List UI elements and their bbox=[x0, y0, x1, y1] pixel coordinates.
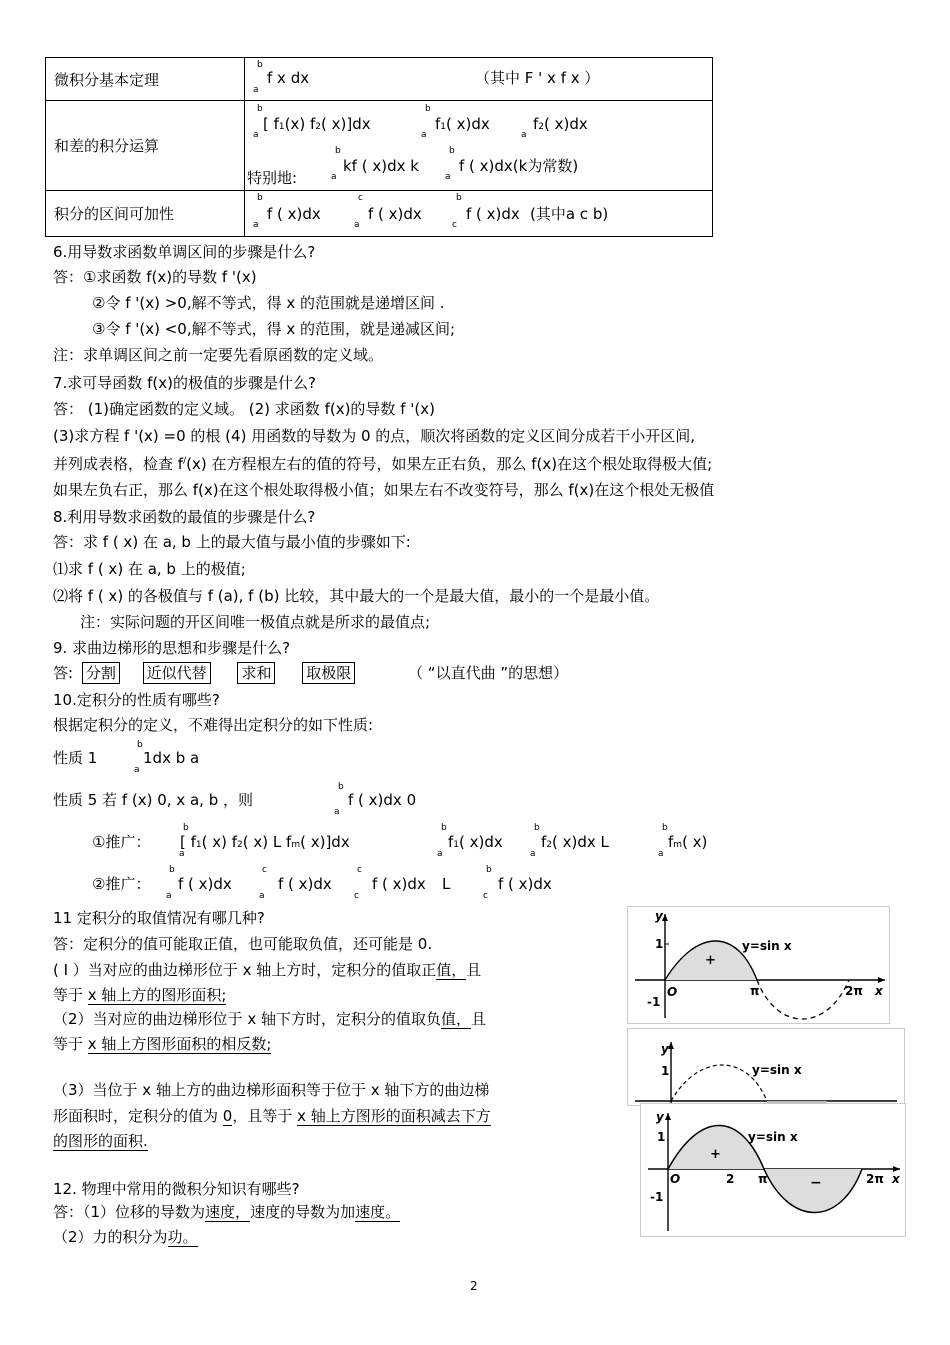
q9-title: 9. 求曲边梯形的思想和步骤是什么? bbox=[53, 639, 291, 657]
lower-limit: a bbox=[259, 891, 265, 901]
q6-answer-3: ③令 f '(x) <0,解不等式，得 x 的范围，就是递减区间; bbox=[92, 320, 456, 338]
upper-limit: b bbox=[662, 823, 668, 833]
q11-answer: 答：定积分的值可能取正值，也可能取负值，还可能是 0. bbox=[53, 935, 433, 953]
row-label-text: 微积分基本定理 bbox=[54, 70, 160, 89]
y-tick-neg1: -1 bbox=[647, 995, 661, 1009]
extension-1-label: ①推广： bbox=[92, 833, 151, 851]
lower-limit: a bbox=[354, 220, 360, 230]
lower-limit: a bbox=[658, 849, 664, 859]
q6-answer-1: 答：①求函数 f(x)的导数 f '(x) bbox=[53, 268, 257, 286]
lower-limit: a bbox=[437, 849, 443, 859]
y-tick-1: 1 bbox=[655, 937, 664, 951]
integral-f1: f1( x)dx bbox=[435, 115, 490, 133]
upper-limit: b bbox=[257, 193, 263, 203]
lower-limit: a bbox=[253, 220, 259, 230]
two-pi-label: 2π bbox=[845, 984, 863, 998]
two-pi-label: 2π bbox=[866, 1172, 884, 1186]
sine-graph-full-period bbox=[640, 1103, 906, 1237]
row-label-fundamental-theorem bbox=[46, 58, 245, 101]
row-label-sum-difference bbox=[46, 101, 245, 191]
upper-limit: b bbox=[534, 823, 540, 833]
upper-limit: b bbox=[183, 823, 189, 833]
page-number: 2 bbox=[470, 1279, 478, 1293]
sine-graph-positive bbox=[627, 906, 890, 1024]
q10-title: 10.定积分的性质有哪些? bbox=[53, 691, 220, 709]
upper-limit: b bbox=[456, 193, 462, 203]
q6-note: 注：求单调区间之前一定要先看原函数的定义域。 bbox=[53, 346, 384, 364]
q11-case-1-line-1: ( Ⅰ ）当对应的曲边梯形位于 x 轴上方时，定积分的值取正值，且 bbox=[53, 961, 482, 979]
q11-title: 11 定积分的取值情况有哪几种? bbox=[53, 909, 265, 927]
extension-1-f2: f2( x)dx L bbox=[541, 833, 609, 851]
extension-1-f1: f1( x)dx bbox=[448, 833, 503, 851]
y-label: y bbox=[656, 1110, 664, 1124]
upper-limit-c1: c bbox=[262, 865, 267, 875]
upper-limit: b bbox=[169, 865, 175, 875]
step-sum: 求和 bbox=[237, 662, 275, 684]
q9-prefix: 答: bbox=[53, 664, 74, 682]
property-1-label: 性质 1 bbox=[53, 749, 98, 767]
lower-limit: a bbox=[179, 849, 185, 859]
upper-limit: c bbox=[358, 193, 363, 203]
formula-cell-fundamental-theorem bbox=[245, 58, 713, 101]
q8-answer-1: 答：求 f ( x) 在 a, b 上的最大值与最小值的步骤如下: bbox=[53, 533, 411, 551]
y-label: y bbox=[655, 909, 663, 923]
pi-label: π bbox=[758, 1172, 768, 1186]
lower-limit: a bbox=[521, 130, 527, 140]
integral-a-c: f ( x)dx bbox=[368, 205, 422, 223]
integral-c-b: f ( x)dx bbox=[466, 205, 520, 223]
lower-limit: a bbox=[166, 891, 172, 901]
q6-title: 6.用导数求函数单调区间的步骤是什么? bbox=[53, 243, 316, 261]
extension-2-ellipsis: L bbox=[442, 875, 451, 893]
x-label: x bbox=[892, 1172, 900, 1186]
formula-cell-sum-difference bbox=[245, 101, 713, 191]
row-label-interval-additivity bbox=[46, 191, 245, 237]
plus-sign: + bbox=[710, 1147, 721, 1162]
q11-case-2-line-2: 等于 x 轴上方图形面积的相反数; bbox=[53, 1035, 272, 1053]
q11-case-3-line-3: 的图形的面积. bbox=[53, 1132, 148, 1150]
lower-limit: a bbox=[445, 172, 451, 182]
formula-note: （其中 F ' x f x ） bbox=[475, 69, 600, 87]
integral-f2: f2( x)dx bbox=[533, 115, 588, 133]
q11-case-3-line-2: 形面积时，定积分的值为 0，且等于 x 轴上方图形的面积减去下方 bbox=[53, 1107, 491, 1125]
y-label: y bbox=[661, 1042, 669, 1056]
constant-multiple-formula: kf ( x)dx k bbox=[343, 157, 419, 175]
step-approximate: 近似代替 bbox=[143, 662, 211, 684]
special-label: 特别地: bbox=[247, 169, 298, 187]
lower-limit: a bbox=[530, 849, 536, 859]
q12-answer-1: 答：（1）位移的导数为速度，速度的导数为加速度。 bbox=[53, 1203, 401, 1221]
pi-label: π bbox=[750, 984, 760, 998]
q8-title: 8.利用导数求函数的最值的步骤是什么? bbox=[53, 508, 316, 526]
sine-graph-negative bbox=[627, 1028, 905, 1106]
q7-answer-3: 并列成表格，检查 f/(x) 在方程根左右的值的符号，如果左正右负，那么 f(x)在这个根处取得极大值; bbox=[53, 455, 713, 473]
integral-a-b: f ( x)dx bbox=[267, 205, 321, 223]
lower-limit: a bbox=[253, 130, 259, 140]
x-tick-2: 2 bbox=[726, 1172, 735, 1186]
q10-intro: 根据定积分的定义，不难得出定积分的如下性质: bbox=[53, 716, 374, 734]
q11-case-1-line-2: 等于 x 轴上方的图形面积; bbox=[53, 986, 227, 1004]
origin-label: O bbox=[670, 1172, 681, 1186]
row-label-text: 积分的区间可加性 bbox=[54, 205, 175, 223]
row-label-text: 和差的积分运算 bbox=[54, 137, 160, 155]
upper-limit: b bbox=[486, 865, 492, 875]
q6-answer-2: ②令 f '(x) >0,解不等式，得 x 的范围就是递增区间 . bbox=[92, 294, 445, 312]
q7-title: 7.求可导函数 f(x)的极值的步骤是什么? bbox=[53, 374, 316, 392]
step-divide: 分割 bbox=[82, 662, 120, 684]
q9-answer bbox=[53, 666, 568, 681]
upper-limit: b bbox=[441, 823, 447, 833]
q12-answer-2: （2）力的积分为功。 bbox=[53, 1228, 198, 1246]
extension-1-formula: [ f1( x) f2( x) L fm( x)]dx bbox=[180, 833, 350, 851]
q11-case-2-line-1: （2）当对应的曲边梯形位于 x 轴下方时，定积分的值取负值，且 bbox=[53, 1010, 486, 1028]
extension-2-term-1: f ( x)dx bbox=[178, 875, 232, 893]
upper-limit: b bbox=[449, 146, 455, 156]
property-5-expr: f ( x)dx 0 bbox=[348, 791, 417, 809]
origin-label: O bbox=[667, 985, 678, 999]
extension-2-term-k: f ( x)dx bbox=[498, 875, 552, 893]
graph-frame bbox=[628, 907, 890, 1024]
lower-limit-c1: c bbox=[354, 891, 359, 901]
lower-limit: a bbox=[134, 765, 140, 775]
upper-limit: b bbox=[335, 146, 341, 156]
lower-limit-ck: c bbox=[483, 891, 488, 901]
property-1-expr: 1dx b a bbox=[143, 749, 200, 767]
integral-rules-table bbox=[45, 57, 713, 237]
q11-case-3-line-1: （3）当位于 x 轴上方的曲边梯形面积等于位于 x 轴下方的曲边梯 bbox=[53, 1081, 490, 1099]
q7-answer-1: 答： (1)确定函数的定义域。 (2) 求函数 f(x)的导数 f '(x) bbox=[53, 400, 435, 418]
q12-title: 12. 物理中常用的微积分知识有哪些? bbox=[53, 1180, 300, 1198]
q8-note: 注：实际问题的开区间唯一极值点就是所求的最值点; bbox=[80, 613, 431, 631]
lower-limit: a bbox=[253, 85, 259, 95]
extension-2-label: ②推广： bbox=[92, 875, 151, 893]
additivity-condition: (其中a c b) bbox=[530, 205, 609, 223]
y-tick-1: 1 bbox=[657, 1130, 666, 1144]
upper-limit: b bbox=[257, 104, 263, 114]
q7-answer-2: (3)求方程 f '(x) =0 的根 (4) 用函数的导数为 0 的点，顺次将函数的定义区间分成若干小开区间, bbox=[53, 427, 696, 445]
step-limit: 取极限 bbox=[302, 662, 355, 684]
extension-1-fm: fm( x) bbox=[668, 833, 708, 851]
constant-multiple-rest: f ( x)dx(k为常数) bbox=[459, 157, 579, 175]
plus-sign: + bbox=[705, 953, 716, 968]
y-tick-1: 1 bbox=[661, 1064, 670, 1078]
lower-limit: c bbox=[452, 220, 457, 230]
formula-text: f x dx bbox=[267, 69, 310, 87]
q7-answer-4: 如果左负右正，那么 f(x)在这个根处取得极小值；如果左右不改变符号，那么 f(x)在这个根处无极值 bbox=[53, 481, 715, 499]
lower-limit: a bbox=[334, 807, 340, 817]
lower-limit: a bbox=[421, 130, 427, 140]
upper-limit-c2: c bbox=[357, 865, 362, 875]
upper-limit: b bbox=[425, 104, 431, 114]
lower-limit: a bbox=[331, 172, 337, 182]
upper-limit: b bbox=[137, 740, 143, 750]
upper-limit: b bbox=[257, 60, 263, 70]
extension-2-term-2: f ( x)dx bbox=[278, 875, 332, 893]
x-label: x bbox=[875, 984, 883, 998]
q8-answer-2: ⑴求 f ( x) 在 a, b 上的极值; bbox=[53, 560, 246, 578]
formula-cell-interval-additivity bbox=[245, 191, 713, 237]
y-tick-neg1: -1 bbox=[650, 1190, 664, 1204]
function-label: y=sin x bbox=[752, 1063, 802, 1077]
q9-idea: （ “以直代曲 ”的思想） bbox=[408, 664, 569, 682]
extension-2-term-3: f ( x)dx bbox=[372, 875, 426, 893]
minus-sign: − bbox=[810, 1175, 822, 1191]
property-5-label: 性质 5 若 f (x) 0, x a, b ，则 bbox=[53, 791, 253, 809]
function-label: y=sin x bbox=[748, 1130, 798, 1144]
upper-limit: b bbox=[338, 782, 344, 792]
q8-answer-3: ⑵将 f ( x) 的各极值与 f (a), f (b) 比较，其中最大的一个是最大值，最小的一个是最小值。 bbox=[53, 587, 660, 605]
function-label: y=sin x bbox=[742, 939, 792, 953]
sum-integrand: [ f1(x) f2( x)]dx bbox=[263, 115, 371, 133]
